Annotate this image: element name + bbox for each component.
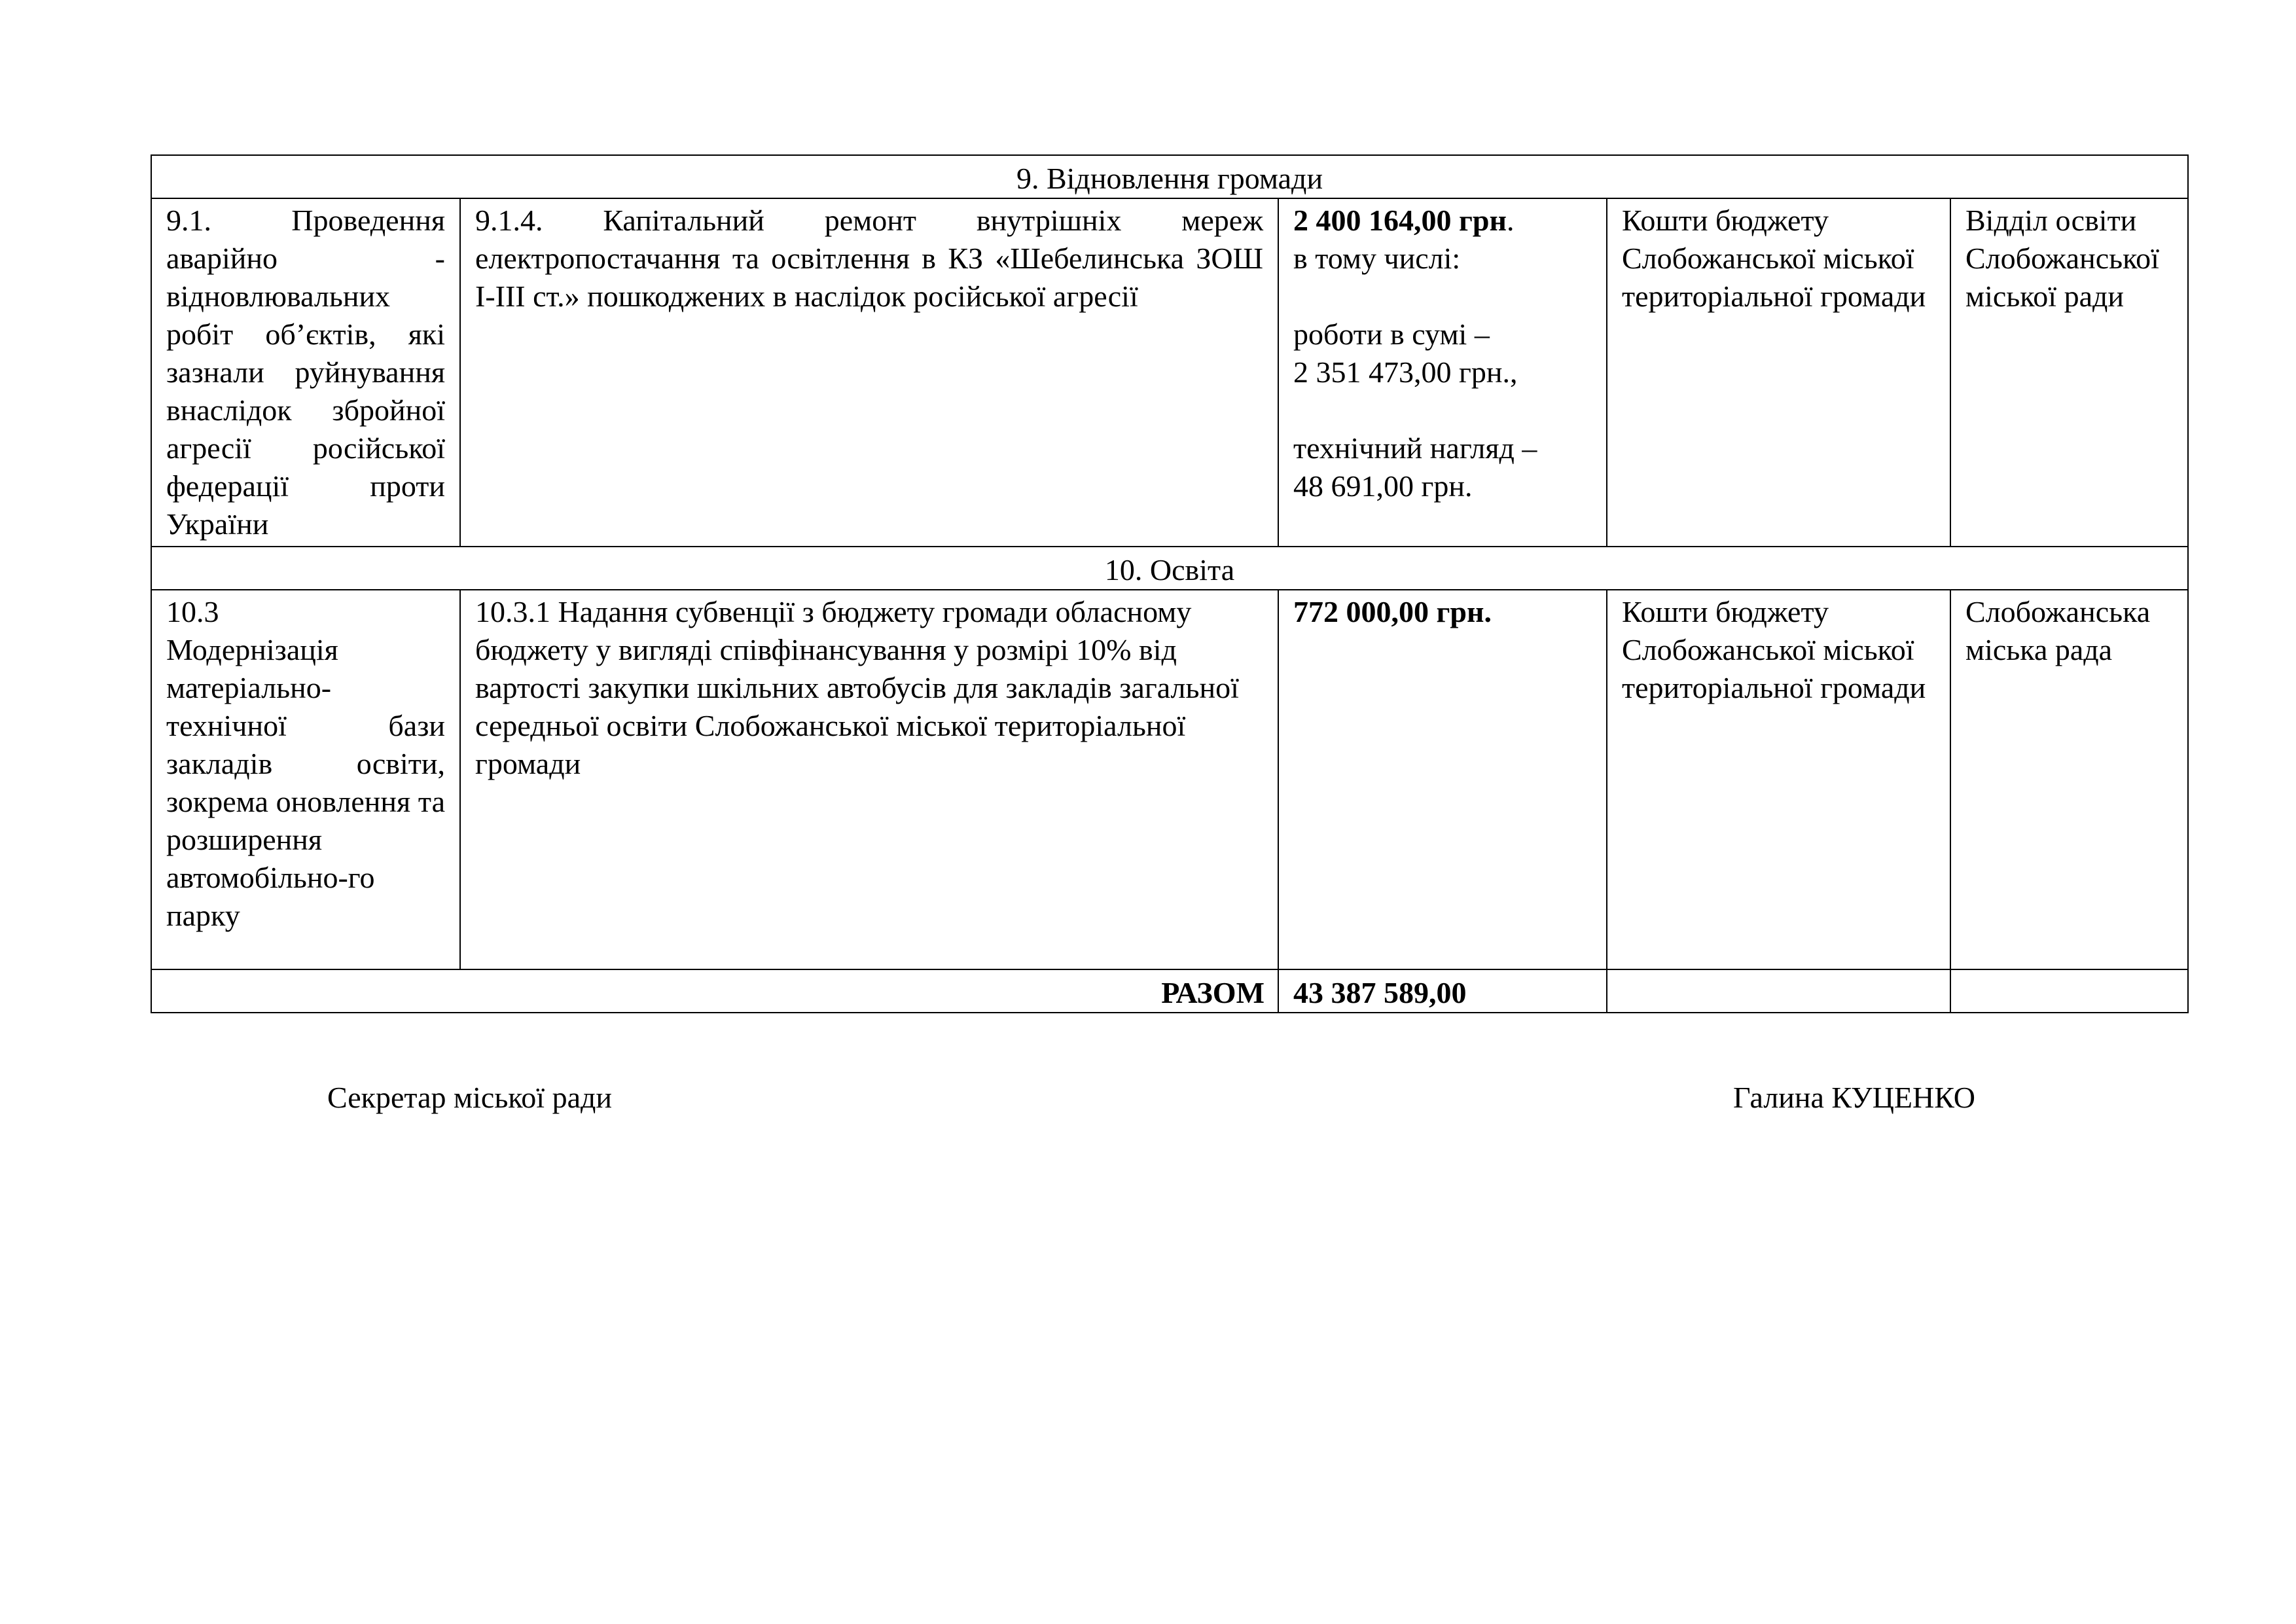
- amount-detail-line: технічний нагляд –: [1293, 431, 1537, 465]
- section-header-row: [151, 547, 2188, 590]
- program-table: [151, 154, 2189, 1013]
- signatory-position: Секретар міської ради: [327, 1081, 613, 1114]
- executor-cell: Слобожанська міська рада: [1950, 590, 2188, 969]
- activity-cell: 10.3.1 Надання субвенції з бюджету громади обласному бюджету у вигляді співфінансування у розмірі 10% від вартості закупки шкільних автобусів для закладів загальної середньої освіти Слобожанської міської територіальної громади: [460, 590, 1278, 969]
- empty-cell: [1607, 969, 1950, 1013]
- measure-text: Модернізація матеріально-технічної бази закладів освіти, зокрема оновлення та розширення автомобільно-го парку: [166, 633, 445, 932]
- amount-detail-line: роботи в сумі –: [1293, 317, 1490, 351]
- amount-detail-line: в тому числі:: [1293, 242, 1461, 275]
- total-value: 43 387 589,00: [1278, 969, 1607, 1013]
- amount-detail-line: 2 351 473,00 грн.,: [1293, 355, 1518, 389]
- funding-source-cell: Кошти бюджету Слобожанської міської територіальної громади: [1607, 590, 1950, 969]
- section-title: 10. Освіта: [151, 547, 2188, 590]
- amount-cell: [1278, 198, 1607, 547]
- measure-cell: 9.1. Проведення аварійно - відновлювальних робіт об’єктів, які зазнали руйнування внаслідок збройної агресії російської федерації проти України: [151, 198, 460, 547]
- amount-detail-line: 48 691,00 грн.: [1293, 469, 1473, 503]
- measure-code: 10.3: [166, 595, 219, 628]
- total-row: [151, 969, 2188, 1013]
- section-header-row: [151, 155, 2188, 198]
- signatory-name: Галина КУЦЕНКО: [1733, 1081, 1975, 1114]
- section-title: 9. Відновлення громади: [151, 155, 2188, 198]
- funding-source-cell: Кошти бюджету Слобожанської міської територіальної громади: [1607, 198, 1950, 547]
- amount-suffix: .: [1506, 204, 1515, 237]
- table-row: [151, 590, 2188, 969]
- executor-cell: Відділ освіти Слобожанської міської ради: [1950, 198, 2188, 547]
- total-label: РАЗОМ: [151, 969, 1278, 1013]
- table-row: [151, 198, 2188, 547]
- measure-cell: [151, 590, 460, 969]
- activity-cell: 9.1.4. Капітальний ремонт внутрішніх мереж електропостачання та освітлення в КЗ «Шебелинська ЗОШ І-ІІІ ст.» пошкоджених в наслідок російської агресії: [460, 198, 1278, 547]
- amount-cell: 772 000,00 грн.: [1278, 590, 1607, 969]
- amount-total: 2 400 164,00 грн: [1293, 204, 1507, 237]
- empty-cell: [1950, 969, 2188, 1013]
